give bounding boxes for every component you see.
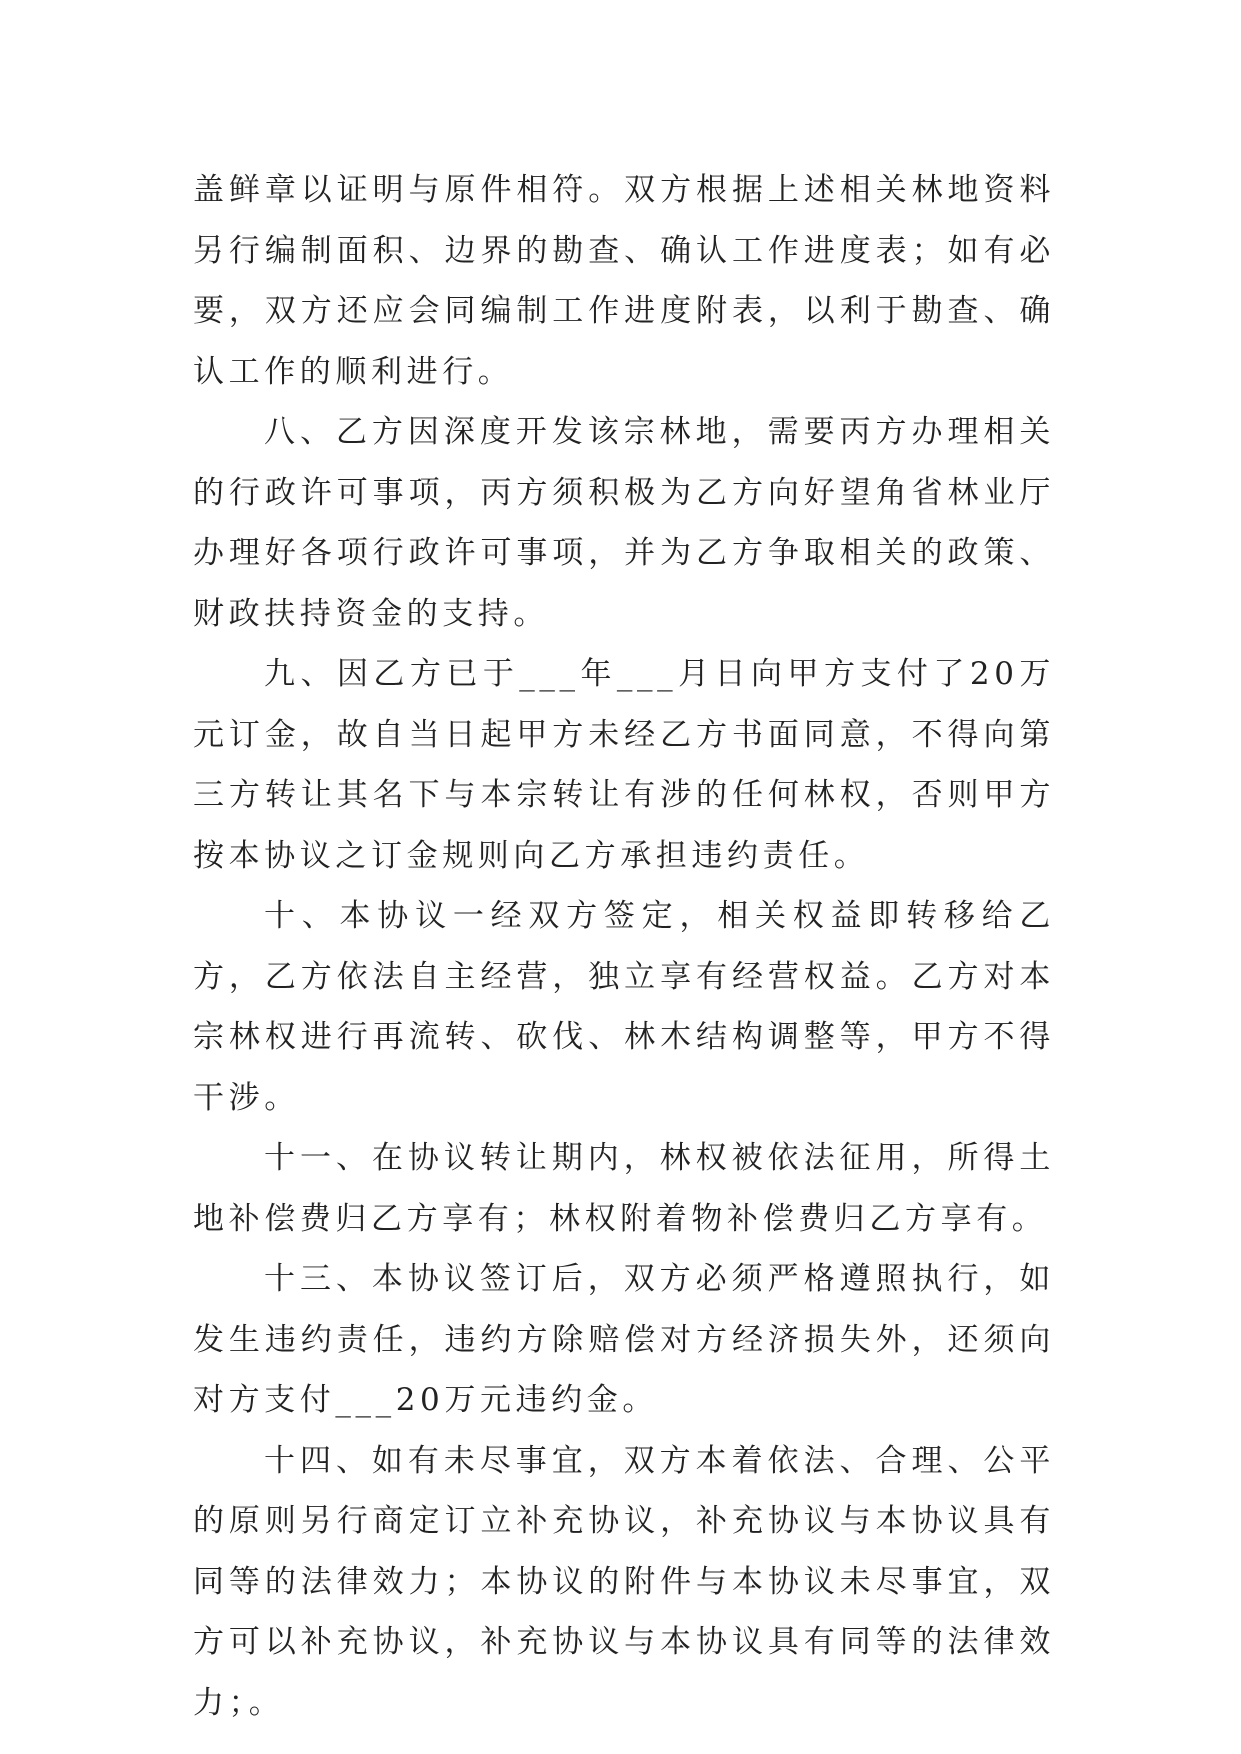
clause-9: 九、因乙方已于___年___月日向甲方支付了20万元订金，故自当日起甲方未经乙方书面同意，不得向第三方转让其名下与本宗转让有涉的任何林权，否则甲方按本协议之订金规则向乙方承担违约责任。 bbox=[193, 656, 1055, 874]
clause-14: 十四、如有未尽事宜，双方本着依法、合理、公平的原则另行商定订立补充协议，补充协议与本协议具有同等的法律效力；本协议的附件与本协议未尽事宜，双方可以补充协议，补充协议与本协议具有同等的法律效力；。 bbox=[193, 1442, 1055, 1721]
clause-11: 十一、在协议转让期内，林权被依法征用，所得土地补偿费归乙方享有；林权附着物补偿费归乙方享有。 bbox=[193, 1140, 1055, 1237]
clause-10: 十、本协议一经双方签定，相关权益即转移给乙方，乙方依法自主经营，独立享有经营权益。乙方对本宗林权进行再流转、砍伐、林木结构调整等，甲方不得干涉。 bbox=[193, 898, 1055, 1116]
clause-13: 十三、本协议签订后，双方必须严格遵照执行，如发生违约责任，违约方除赔偿对方经济损失外，还须向对方支付___20万元违约金。 bbox=[193, 1261, 1055, 1418]
paragraph-continuation: 盖鲜章以证明与原件相符。双方根据上述相关林地资料另行编制面积、边界的勘查、确认工作进度表；如有必要，双方还应会同编制工作进度附表，以利于勘查、确认工作的顺利进行。 bbox=[193, 172, 1055, 390]
document-body bbox=[193, 160, 1055, 1733]
clause-8: 八、乙方因深度开发该宗林地，需要丙方办理相关的行政许可事项，丙方须积极为乙方向好望角省林业厅办理好各项行政许可事项，并为乙方争取相关的政策、财政扶持资金的支持。 bbox=[193, 414, 1055, 632]
